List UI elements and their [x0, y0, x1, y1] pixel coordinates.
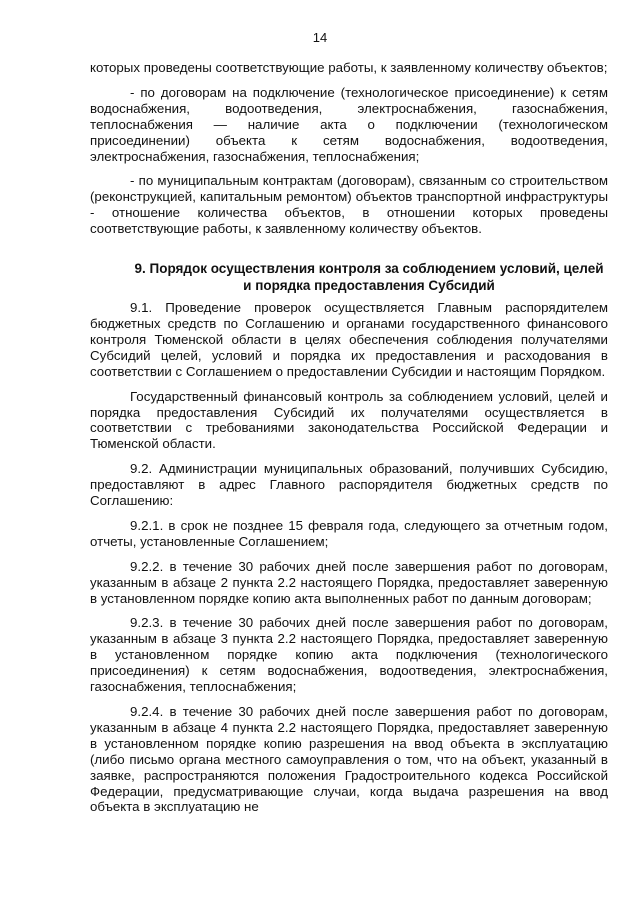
paragraph-continuation: которых проведены соответствующие работы, к заявленному количеству объектов;: [90, 60, 608, 75]
paragraph-9-2-3: 9.2.3. в течение 30 рабочих дней после завершения работ по договорам, указанным в абзаце 3 пункта 2.2 настоящего Порядка, предоставляет заверенную в установленном порядке копию акта подключения (технологического присоединения) к сетям водоснабжения, водоотведения, электроснабжения, газоснабжения, теплоснабжения;: [90, 615, 608, 695]
page-number: 14: [312, 30, 328, 45]
paragraph-financial-control: Государственный финансовый контроль за соблюдением условий, целей и порядка предоставления Субсидий их получателями осуществляется в соответствии с требованиями законодательства Российской Федерации и Тюменской области.: [90, 388, 608, 452]
paragraph-9-2-1: 9.2.1. в срок не позднее 15 февраля года, следующего за отчетным годом, отчеты, установленные Соглашением;: [90, 517, 608, 549]
paragraph-9-2-4: 9.2.4. в течение 30 рабочих дней после завершения работ по договорам, указанным в абзаце 4 пункта 2.2 настоящего Порядка, предоставляет заверенную в установленном порядке копию разрешения на ввод объекта в эксплуатацию (либо письмо органа местного самоуправления о том, что на объект, указанный в заявке, распространяются положения Градостроительного кодекса Российской Федерации, предусматривающие случаи, когда выдача разрешения на ввод объекта в эксплуатацию не: [90, 704, 608, 815]
document-body: [90, 60, 608, 815]
paragraph-connection-contracts: - по договорам на подключение (технологическое присоединение) к сетям водоснабжения, водоотведения, электроснабжения, газоснабжения, теплоснабжения — наличие акта о подключении (технологическом присоединении) объекта к сетям водоснабжения, водоотведения, электроснабжения, газоснабжения, теплоснабжения;: [90, 84, 608, 164]
paragraph-9-1: 9.1. Проведение проверок осуществляется Главным распорядителем бюджетных средств по Соглашению и органами государственного финансового контроля Тюменской области в целях обеспечения соблюдения получателями Субсидий целей, условий и порядка их предоставления и расходования в соответствии с Соглашением о предоставлении Субсидии и настоящим Порядком.: [90, 300, 608, 379]
section-heading: 9. Порядок осуществления контроля за соблюдением условий, целей и порядка предоставления Субсидий: [134, 261, 604, 293]
paragraph-9-2: 9.2. Администрации муниципальных образований, получивших Субсидию, предоставляют в адрес Главного распорядителя бюджетных средств по Соглашению:: [90, 461, 608, 509]
paragraph-9-2-2: 9.2.2. в течение 30 рабочих дней после завершения работ по договорам, указанным в абзаце 2 пункта 2.2 настоящего Порядка, предоставляет заверенную в установленном порядке копию акта выполненных работ по данным договорам;: [90, 558, 608, 606]
paragraph-municipal-contracts: - по муниципальным контрактам (договорам), связанным со строительством (реконструкцией, капитальным ремонтом) объектов транспортной инфраструктуры - отношение количества объектов, в отношении которых проведены соответствующие работы, к заявленному количеству объектов.: [90, 173, 608, 237]
